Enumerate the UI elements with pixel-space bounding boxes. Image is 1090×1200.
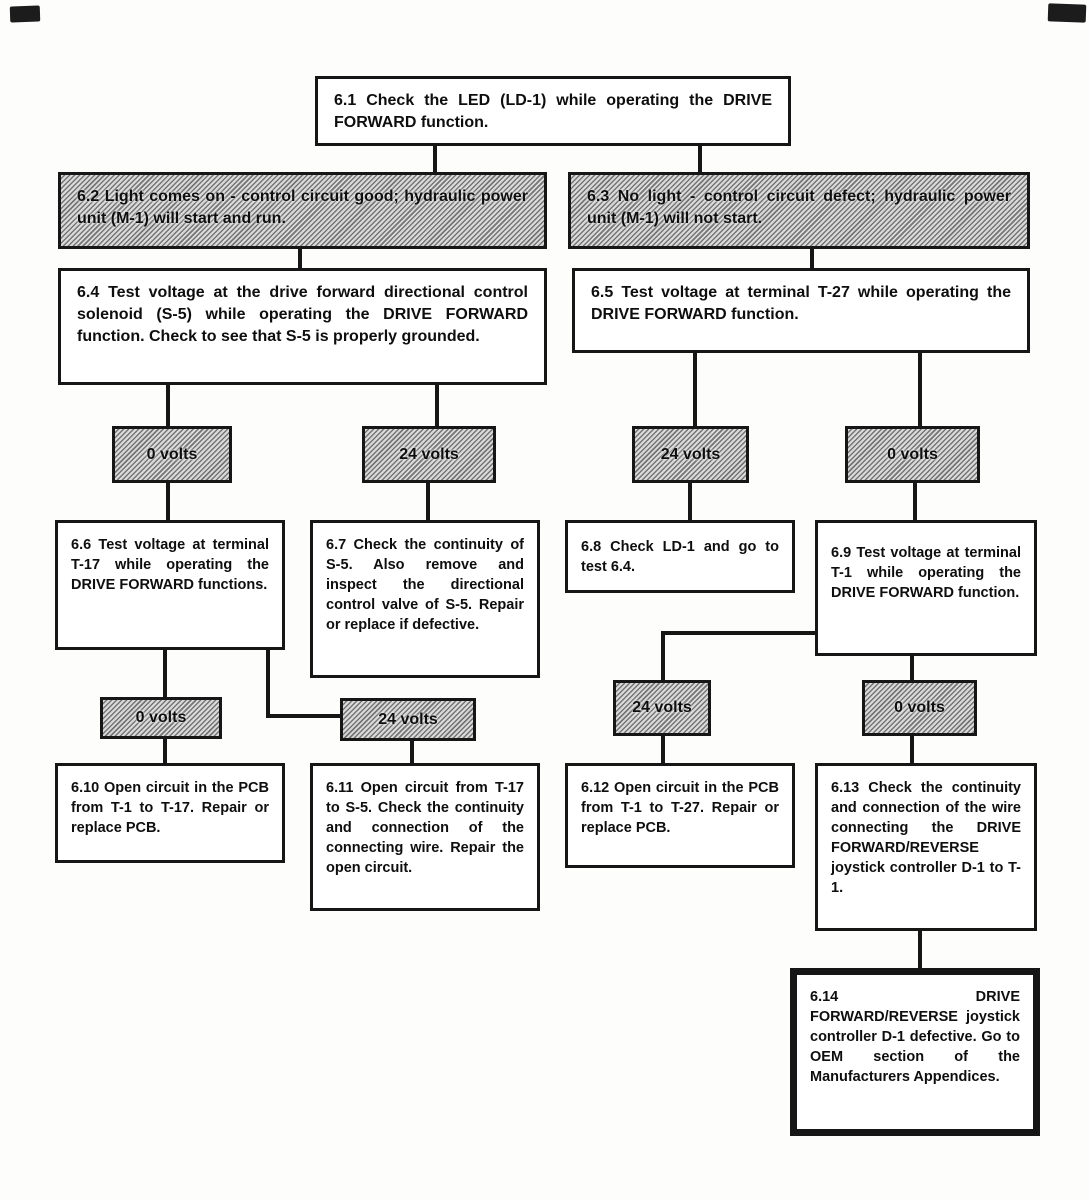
flow-box-6-11 xyxy=(310,763,540,911)
flow-box-6-4 xyxy=(58,268,547,385)
connector-6-6-to-24-volts-horizontal xyxy=(266,714,340,718)
flow-box-6-14 xyxy=(790,968,1040,1136)
connector-6-9-to-24-volts-horizontal xyxy=(661,631,815,635)
flow-box-6-10 xyxy=(55,763,285,863)
volts-badge-left2-0volts xyxy=(100,697,222,739)
connector-0-volts-to-6-6 xyxy=(166,483,170,520)
scan-mark-top-right xyxy=(1048,3,1087,22)
flow-box-6-11-text: 6.11 Open circuit from T-17 to S-5. Check the continuity and connection of the connecting wire. Repair the open circuit. xyxy=(326,780,524,876)
connector-6-4-to-24-volts xyxy=(435,385,439,426)
connector-6-2-to-6-4 xyxy=(298,249,302,268)
flow-box-6-8-text: 6.8 Check LD-1 and go to test 6.4. xyxy=(581,539,779,575)
connector-6-9-to-0-volts xyxy=(910,656,914,680)
connector-24-volts-to-6-8 xyxy=(688,483,692,520)
flow-box-6-1 xyxy=(315,76,791,146)
connector-6-1-to-6-2 xyxy=(433,146,437,172)
connector-6-5-to-0-volts xyxy=(918,353,922,426)
connector-6-6-to-24-volts-vertical xyxy=(266,650,270,718)
flow-box-6-9-text: 6.9 Test voltage at terminal T-1 while operating the DRIVE FORWARD function. xyxy=(831,545,1021,601)
flow-box-6-3-text: 6.3 No light - control circuit defect; hydraulic power unit (M-1) will not start. xyxy=(587,188,1011,227)
connector-6-13-to-6-14 xyxy=(918,931,922,968)
connector-0-volts-to-6-13 xyxy=(910,736,914,763)
flow-box-6-7-text: 6.7 Check the continuity of S-5. Also remove and inspect the directional control valve of S-5. Repair or replace if defective. xyxy=(326,537,524,633)
scan-mark-top-left xyxy=(10,5,41,22)
volts-badge-right2-24volts xyxy=(613,680,711,736)
flow-box-6-8 xyxy=(565,520,795,593)
flow-box-6-2 xyxy=(58,172,547,249)
flow-box-6-13 xyxy=(815,763,1037,931)
flow-box-6-6-text: 6.6 Test voltage at terminal T-17 while operating the DRIVE FORWARD functions. xyxy=(71,537,269,593)
connector-0-volts-to-6-10 xyxy=(163,739,167,763)
flow-box-6-2-text: 6.2 Light comes on - control circuit good; hydraulic power unit (M-1) will start and run. xyxy=(77,188,528,227)
volts-badge-left2-24volts xyxy=(340,698,476,741)
flow-box-6-5 xyxy=(572,268,1030,353)
volts-badge-right1-24volts xyxy=(632,426,749,483)
flow-box-6-12 xyxy=(565,763,795,868)
flow-box-6-6 xyxy=(55,520,285,650)
connector-0-volts-to-6-9 xyxy=(913,483,917,520)
volts-badge-text: 0 volts xyxy=(146,445,198,463)
volts-badge-right2-0volts xyxy=(862,680,977,736)
connector-6-3-to-6-5 xyxy=(810,249,814,268)
flow-box-6-5-text: 6.5 Test voltage at terminal T-27 while operating the DRIVE FORWARD function. xyxy=(591,284,1011,323)
connector-6-6-to-0-volts xyxy=(163,650,167,697)
connector-24-volts-to-6-12 xyxy=(661,736,665,763)
flow-box-6-1-text: 6.1 Check the LED (LD-1) while operating the DRIVE FORWARD function. xyxy=(334,92,772,131)
connector-6-5-to-24-volts xyxy=(693,353,697,426)
flow-box-6-13-text: 6.13 Check the continuity and connection of the wire connecting the DRIVE FORWARD/REVERSE joystick controller D-1 to T-1. xyxy=(831,780,1021,896)
flow-box-6-9 xyxy=(815,520,1037,656)
connector-6-1-to-6-3 xyxy=(698,146,702,172)
flow-box-6-14-text: 6.14 DRIVE FORWARD/REVERSE joystick controller D-1 defective. Go to OEM section of the Manufacturers Appendices. xyxy=(810,989,1020,1085)
volts-badge-left1-24volts xyxy=(362,426,496,483)
volts-badge-text: 0 volts xyxy=(894,699,945,717)
volts-badge-text: 24 volts xyxy=(632,699,692,717)
volts-badge-text: 24 volts xyxy=(378,710,438,728)
volts-badge-left1-0volts xyxy=(112,426,232,483)
connector-6-4-to-0-volts xyxy=(166,385,170,426)
flow-box-6-4-text: 6.4 Test voltage at the drive forward directional control solenoid (S-5) while operating the DRIVE FORWARD function. Check to see that S-5 is properly grounded. xyxy=(77,284,528,345)
connector-24-volts-to-6-11 xyxy=(410,741,414,763)
flow-box-6-12-text: 6.12 Open circuit in the PCB from T-1 to T-27. Repair or replace PCB. xyxy=(581,780,779,836)
volts-badge-text: 24 volts xyxy=(660,445,721,463)
connector-6-9-to-24-volts-vertical xyxy=(661,631,665,680)
connector-24-volts-to-6-7 xyxy=(426,483,430,520)
volts-badge-text: 24 volts xyxy=(399,445,459,463)
flow-box-6-7 xyxy=(310,520,540,678)
volts-badge-text: 0 volts xyxy=(887,445,938,463)
flow-box-6-10-text: 6.10 Open circuit in the PCB from T-1 to T-17. Repair or replace PCB. xyxy=(71,780,269,836)
flow-box-6-3 xyxy=(568,172,1030,249)
volts-badge-text: 0 volts xyxy=(135,709,187,727)
volts-badge-right1-0volts xyxy=(845,426,980,483)
